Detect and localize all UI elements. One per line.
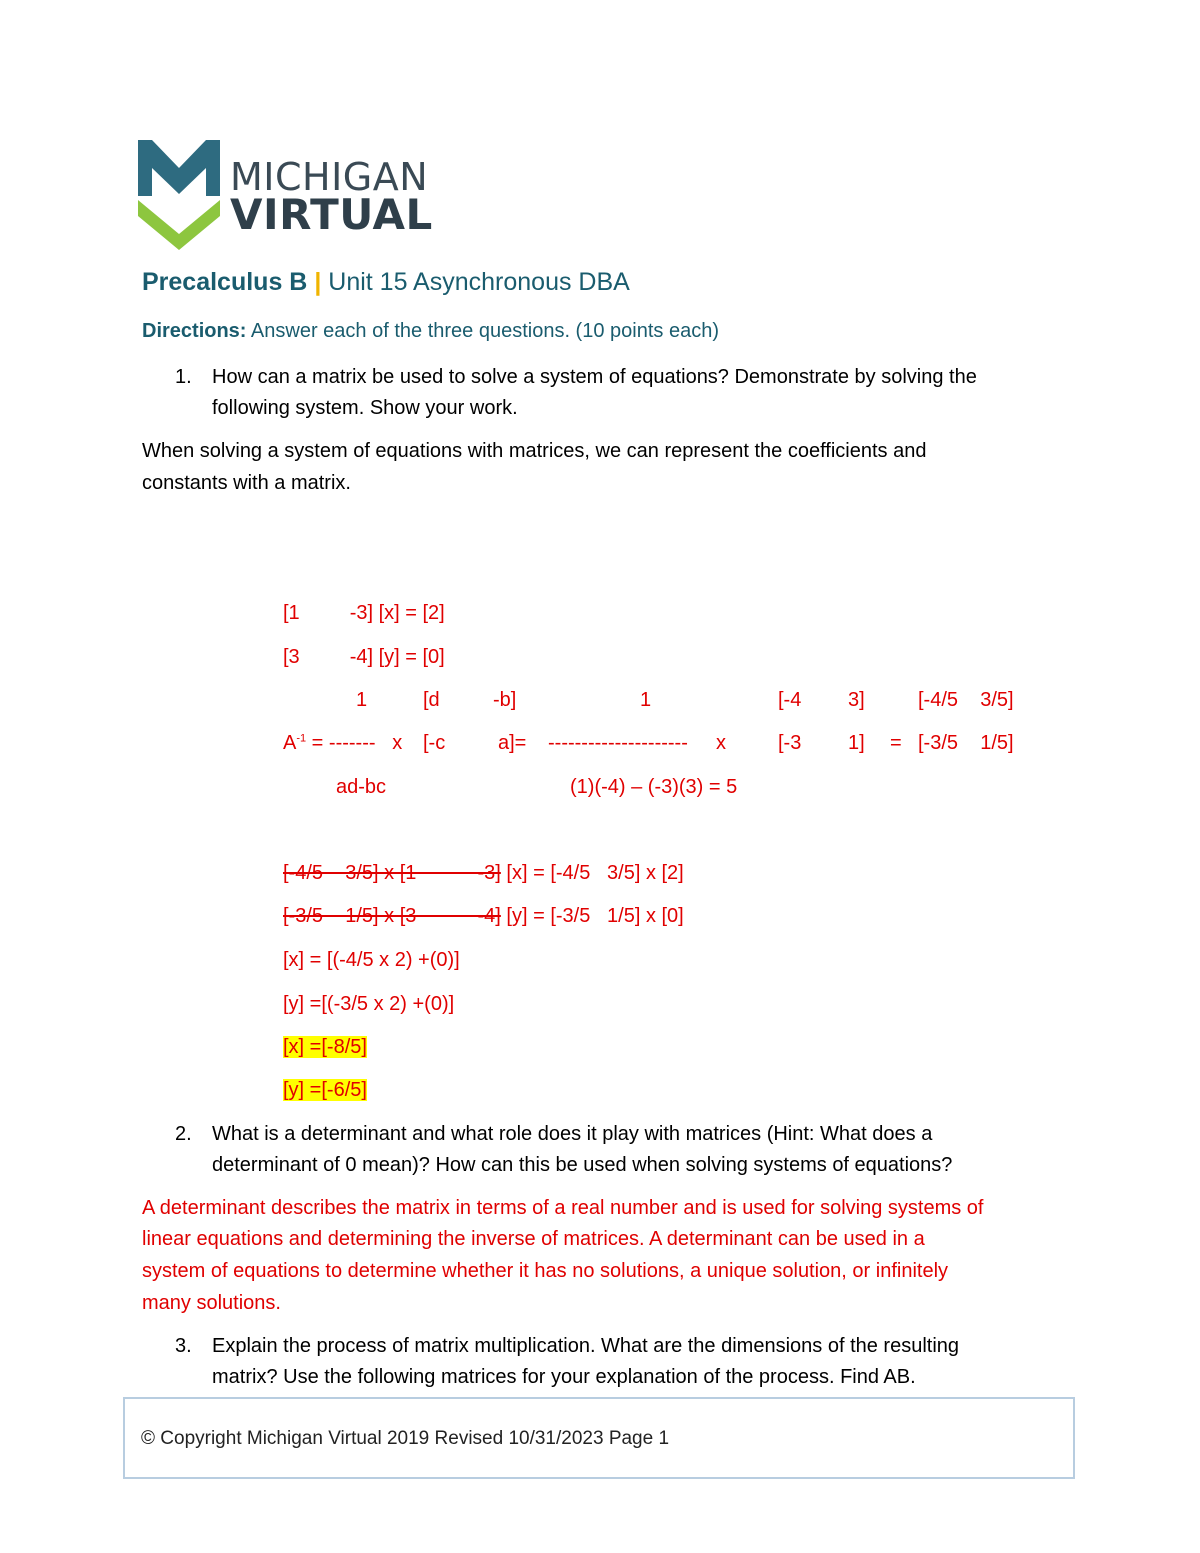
- matrix-3: 3]: [848, 689, 865, 711]
- frac-numerator-1: 1: [356, 689, 368, 711]
- directions-label: Directions:: [142, 320, 247, 342]
- brand-line1: MICHIGAN: [230, 155, 429, 199]
- unit-name: Unit 15 Asynchronous DBA: [328, 268, 630, 296]
- q2-answer-line1: A determinant describes the matrix in terms of a real number and is used for solving systems of: [142, 1197, 984, 1219]
- step1-struck: [-4/5 3/5] x [1 -3]: [283, 862, 501, 884]
- q1-intro-line1: When solving a system of equations with matrices, we can represent the coefficients and: [142, 440, 927, 462]
- y-answer: [283, 1079, 367, 1102]
- q2-answer-line4: many solutions.: [142, 1292, 281, 1314]
- q2-number: 2.: [175, 1123, 192, 1145]
- q2-answer-line3: system of equations to determine whether it has no solutions, a unique solution, or infinitely: [142, 1260, 949, 1282]
- title-separator: |: [314, 268, 322, 296]
- matrix-row2: [3 -4] [y] = [0]: [283, 646, 445, 668]
- page-title: [142, 268, 630, 297]
- q1-line1: How can a matrix be used to solve a system of equations? Demonstrate by solving the: [212, 366, 977, 388]
- course-name: Precalculus B: [142, 268, 308, 296]
- matrix-minus-4: [-4: [778, 689, 802, 711]
- equals-sign: =: [890, 732, 902, 754]
- step1-rest: [x] = [-4/5 3/5] x [2]: [500, 862, 684, 884]
- brand-line2: VIRTUAL: [230, 190, 433, 239]
- result-row2: [-3/5 1/5]: [918, 732, 1014, 754]
- matrix-row1: [1 -3] [x] = [2]: [283, 602, 445, 624]
- matrix-minus-c: [-c: [423, 732, 446, 754]
- q2-line1: What is a determinant and what role does it play with matrices (Hint: What does a: [212, 1123, 933, 1145]
- determinant-calc: (1)(-4) – (-3)(3) = 5: [570, 776, 738, 798]
- q1-number: 1.: [175, 366, 192, 388]
- step2-struck: [-3/5 1/5] x [3 -4]: [283, 905, 501, 927]
- footer-copyright: © Copyright Michigan Virtual 2019 Revised 10/31/2023 Page 1: [141, 1428, 670, 1449]
- q2-line2: determinant of 0 mean)? How can this be used when solving systems of equations?: [212, 1154, 953, 1176]
- q1-line2: following system. Show your work.: [212, 397, 518, 419]
- matrix-a: a]=: [498, 732, 527, 754]
- a-inverse-expr: [283, 732, 402, 755]
- matrix-1: 1]: [848, 732, 865, 754]
- frac-numerator-2: 1: [640, 689, 652, 711]
- michigan-virtual-logo-icon: [138, 138, 220, 255]
- y-expression: [y] =[(-3/5 x 2) +(0)]: [283, 993, 455, 1015]
- y-answer-text: [y] =[-6/5]: [283, 1079, 367, 1101]
- directions-text: Answer each of the three questions. (10 points each): [250, 320, 719, 342]
- q1-intro-line2: constants with a matrix.: [142, 472, 351, 494]
- matrix-minus-3: [-3: [778, 732, 802, 754]
- step2-rest: [y] = [-3/5 1/5] x [0]: [500, 905, 684, 927]
- result-row1: [-4/5 3/5]: [918, 689, 1014, 711]
- a-inverse-rest: = ------- x: [306, 732, 403, 754]
- q3-line2: matrix? Use the following matrices for your explanation of the process. Find AB.: [212, 1366, 916, 1388]
- multiply-sign: x: [716, 732, 726, 754]
- a-symbol: A: [283, 732, 297, 754]
- step1: [283, 862, 684, 885]
- q3-line1: Explain the process of matrix multiplication. What are the dimensions of the resulting: [212, 1335, 960, 1357]
- fraction-bar: ---------------------: [548, 732, 688, 754]
- denominator-adbc: ad-bc: [336, 776, 387, 798]
- step2: [283, 905, 684, 928]
- x-expression: [x] = [(-4/5 x 2) +(0)]: [283, 949, 460, 971]
- x-answer-text: [x] =[-8/5]: [283, 1036, 367, 1058]
- q3-number: 3.: [175, 1335, 192, 1357]
- matrix-minus-b: -b]: [493, 689, 517, 711]
- directions: [142, 320, 719, 343]
- x-answer: [283, 1036, 367, 1059]
- inverse-superscript: -1: [296, 732, 307, 745]
- matrix-d: [d: [423, 689, 440, 711]
- q2-answer-line2: linear equations and determining the inverse of matrices. A determinant can be used in a: [142, 1228, 925, 1250]
